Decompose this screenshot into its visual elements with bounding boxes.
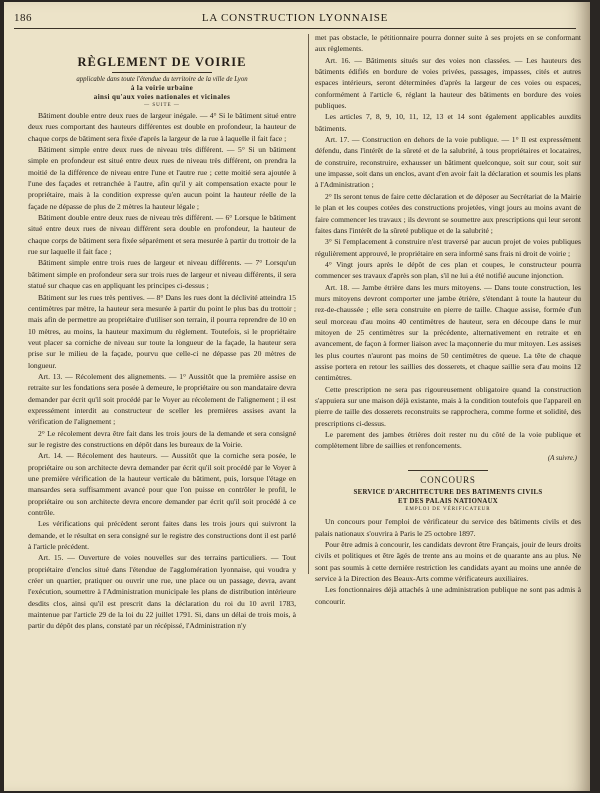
running-header <box>14 8 576 29</box>
concours-title-1: SERVICE D'ARCHITECTURE DES BATIMENTS CIVILS <box>353 489 543 497</box>
right-column <box>315 32 581 607</box>
journal-title: LA CONSTRUCTION LYONNAISE <box>201 12 389 24</box>
paragraph: 2° Ils seront tenus de faire cette déclaration et de déposer au Secrétariat de la Mairie le plan et les coupes cotées des constructions projetées, vingt jours au moins avant de faire commencer les travaux ; ils devront se soumettre aux prescriptions qui leur seront faites dans l'intérêt de la sûreté publique et de la salubrité ; <box>315 191 581 235</box>
article-subtitle-1: applicable dans toute l'étendue du territoire de la ville de Lyon <box>76 76 248 83</box>
paragraph: Bâtiment sur les rues très pentives. — 8° Dans les rues dont la déclivité atteindra 15 centimètres par mètre, la hauteur sera mesurée à partir du point le plus bas du trottoir ; mais afin de permettre au propriétaire d'utiliser son terrain, il pourra reprendre de 10 en 10 mètres, au moins, la hauteur maximum du règlement. Toutefois, si le propriétaire veut placer sa corniche de niveau sur toute la longueur de la façade, la hauteur sera prise sur le milieu de la façade, pourvu que celle-ci ne dépasse pas 20 mètres de longueur. <box>28 292 296 370</box>
paragraph: met pas obstacle, le pétitionnaire pourra donner suite à ses projets en se conformant aux règlements. <box>315 33 581 54</box>
article-title: RÈGLEMENT DE VOIRIE <box>77 55 247 69</box>
column-rule <box>308 34 309 574</box>
paragraph: Cette prescription ne sera pas rigoureusement obligatoire quand la construction s'appuiera sur une maison déjà existante, mais à la condition toutefois que l'appareil en pierre de taille des dosserets reconstruits se rapprochera, comme forme et solidité, des prescriptions ci-dessus. <box>315 384 581 428</box>
paragraph: 2° Le récolement devra être fait dans les trois jours de la demande et sera consigné sur le registre des constructions en dépôt dans les bureaux de la Voirie. <box>28 428 296 449</box>
section-separator <box>408 470 488 471</box>
concours-subhead: EMPLOI DE VÉRIFICATEUR <box>405 507 491 513</box>
paragraph: Bâtiment simple entre deux rues de niveau très différent. — 5° Si un bâtiment simple en profondeur est situé entre deux rues de niveau très différent, on prendra la moitié de la différence de niveau entre l'une et l'autre rue ; cette moitié sera ajoutée à l'une des façades et retranchée à l'autre, afin qu'il y ait compensation exacte pour le propriétaire, mais à la condition expresse qu'en aucun point la hauteur réelle de la façade ne dépasse de plus de 2 mètres la hauteur légale ; <box>28 145 296 211</box>
left-column <box>28 36 296 632</box>
paragraph: Bâtiment simple entre trois rues de largeur et niveau différents. — 7° Lorsqu'un bâtiment simple en profondeur sera sur trois rues de largeur et niveau différents, il sera statué sur chaque cas en appliquant les principes ci-dessus ; <box>28 258 296 291</box>
article-subtitle-2: à la voirie urbaine <box>130 84 194 92</box>
paragraph: Art. 16. — Bâtiments situés sur des voies non classées. — Les hauteurs des bâtiments édifiés en bordure de voies privées, passages, impasses, cités et autres espaces intérieurs, seront déterminées d'après la largeur de ces voies ou espaces, conformément à l'article 6, réglant la hauteur des bâtiments en bordure des voies publiques. <box>315 55 581 111</box>
paragraph: Art. 15. — Ouverture de voies nouvelles sur des terrains particuliers. — Tout propriétaire d'enclos situé dans l'étendue de l'agglomération lyonnaise, qui voudra y créer un quartier, pratiquer ou ouvrir une rue, une place ou un passage, devra, avant l'exécution, soumettre à l'Administration municipale les plans de distribution intérieure desdits clos, ainsi qu'il est prescrit dans la déclaration du roi du 10 avril 1783, maintenue par l'article 29 de la loi du 22 juillet 1791. Si, dans un délai de trois mois, à partir du dépôt des plans, constaté par un récépissé, l'Administration n'y <box>28 553 296 631</box>
paragraph: Les articles 7, 8, 9, 10, 11, 12, 13 et 14 sont également applicables auxdits bâtiments. <box>315 112 581 133</box>
paragraph: Pour être admis à concourir, les candidats devront être Français, jouir de leurs droits civils et politiques et être âgés de trente ans au moins et de quarante ans au plus. Ne sont pas soumis à cette dernière restriction les candidats ayant au moins une année de service à la Direction des Beaux-Arts comme vérificateurs auxiliaires. <box>315 540 581 584</box>
paragraph: Art. 17. — Construction en dehors de la voie publique. — 1° Il est expressément défendu, dans l'intérêt de la sûreté et de la salubrité, à tous propriétaires et locataires, de construire, reconstruire, exhausser un bâtiment quelconque, soit sur cour, soit sur une impasse, soit dans un enclos, avant d'en avoir fait la déclaration et soumis les plans à l'Administration ; <box>315 135 581 190</box>
paragraph: 3° Si l'emplacement à construire n'est traversé par aucun projet de voies publiques régulièrement approuvé, le propriétaire en sera informé sans frais ni droit de voirie ; <box>315 237 581 258</box>
paragraph: 4° Vingt jours après le dépôt de ces plan et coupes, le constructeur pourra commencer ses travaux d'après son plan, s'il ne lui a été notifié aucune injonction. <box>315 259 581 281</box>
paragraph: Les fonctionnaires déjà attachés à une administration publique ne sont pas admis à concourir. <box>315 585 581 606</box>
paragraph: Art. 13. — Récolement des alignements. — 1° Aussitôt que la première assise en retraite sur les fondations sera posée à demeure, le propriétaire ou son mandataire devra demander par écrit qu'il soit procédé par le Voyer au récolement de l'alignement ; il est expressément interdit au constructeur de sceller les premières assises avant la vérification de l'alignement ; <box>28 371 296 427</box>
paragraph: Un concours pour l'emploi de vérificateur du service des bâtiments civils et des palais nationaux s'ouvrira à Paris le 25 octobre 1897. <box>315 517 581 538</box>
suite-marker: — SUITE — <box>144 103 180 108</box>
journal-page <box>4 2 590 791</box>
paragraph: Les vérifications qui précèdent seront faites dans les trois jours qui suivront la demande, et le résultat en sera consigné sur le registre des constructions dont il est parlé à l'article précédent. <box>28 519 296 552</box>
paragraph: Bâtiment double entre deux rues de niveau très différent. — 6° Lorsque le bâtiment situé entre deux rues de niveau différent sera double en profondeur, la hauteur de chaque corps de bâtiment sera fixée séparément et sera mesurée à partir du trottoir de la rue sur laquelle il fait face ; <box>28 213 296 257</box>
concours-heading: CONCOURS <box>420 475 476 486</box>
paragraph: Art. 18. — Jambe étrière dans les murs mitoyens. — Dans toute construction, les murs mitoyens devront comporter une jambe étrière, s'étendant à toute la hauteur du rez-de-chaussée ; elle sera construite en pierre de taille. Chaque assise, formée d'un seul morceau d'au moins 40 centimètres de hauteur, sera en découpe dans le mur mitoyen de 25 centimètres sur la précédente, alternativement en retraite et en avancement, de façon à former liaison avec la maçonnerie du mur mitoyen. Les assises les plus courtes n'auront pas moins de 50 centimètres de queue. La tête de chaque assise portera en retour les saillies des dosserets, et chaque saillie sera d'au moins 12 centimètres. <box>315 282 581 383</box>
page-number: 186 <box>14 12 32 24</box>
paragraph: Le parement des jambes étrières doit rester nu du côté de la voie publique et complètement libre de saillies et renfoncements. <box>315 430 581 451</box>
concours-title-2: ET DES PALAIS NATIONAUX <box>398 498 498 506</box>
to-follow-note: (A suivre.) <box>547 453 577 462</box>
paragraph: Art. 14. — Récolement des hauteurs. — Aussitôt que la corniche sera posée, le propriétaire ou son architecte devra demander par écrit qu'il soit procédé par le Voyer à une première vérification de la hauteur verticale du bâtiment, puis, lorsque l'étage en mansardes sera suffisamment avancé pour que l'on puisse en contrôler le profil, le propriétaire ou son architecte devra encore demander par écrit qu'il soit procédé à ce contrôle. <box>28 451 296 518</box>
title-rule <box>112 72 212 73</box>
article-subtitle-3: ainsi qu'aux voies nationales et vicinales <box>93 93 231 101</box>
paragraph: Bâtiment double entre deux rues de largeur inégale. — 4° Si le bâtiment situé entre deux rues comportant des hauteurs différentes est double en profondeur, la hauteur de chaque corps de bâtiment sera fixée d'après la largeur de la rue à laquelle il fait face ; <box>28 111 296 143</box>
